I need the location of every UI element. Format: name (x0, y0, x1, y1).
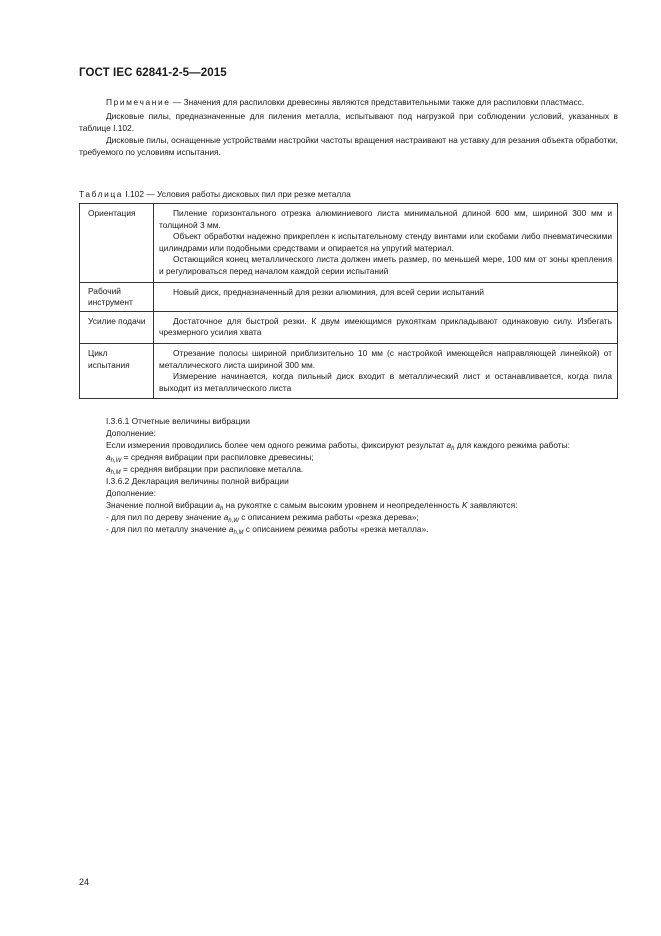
vibration-section (79, 415, 618, 535)
conditions-table (79, 203, 618, 399)
reporting-text-b: для каждого режима работы: (454, 440, 570, 450)
declaration-paragraph (79, 499, 618, 511)
row-label: Усилие подачи (80, 311, 154, 343)
addition-label-2: Дополнение: (106, 488, 156, 498)
intro-paragraph-1: Дисковые пилы, предназначенные для пиления металла, испытывают под нагрузкой при соблюдении условий, указанных в таблице I.102. (79, 111, 618, 133)
subscript-h: h (220, 506, 224, 512)
declaration-text-b: на рукоятке с самым высоким уровнем и неопределенность (223, 500, 462, 510)
row-paragraph: Отрезание полосы шириной приблизительно 10 мм (с настройкой имеющейся направляющей линейкой) от металлического листа шириной 300 мм. (159, 347, 612, 370)
reporting-text-a: Если измерения проводились более чем одного режима работы, фиксируют результат (106, 440, 447, 450)
row-paragraph: Пиление горизонтального отрезка алюминиевого листа минимальной длиной 600 мм, шириной 300 мм и толщиной 3 мм. (159, 208, 612, 230)
list-item (79, 511, 618, 523)
definition-metal-text: = средняя вибрации при распиловке металла. (120, 464, 304, 474)
row-paragraph: Объект обработки надежно прикреплен к испытательному стенду винтами или скобами либо пневматическими цилиндрами или подобными средствами и опирается на упругий материал. (159, 231, 612, 253)
row-content (154, 343, 618, 398)
intro-block (79, 96, 618, 158)
section-title-2: I.3.6.2 Декларация величины полной вибрации (106, 476, 289, 486)
row-paragraph: Достаточное для быстрой резки. К двум имеющимся рукояткам прикладывают одинаковую силу. Избегать чрезмерного усилия хвата (159, 315, 612, 338)
subscript-h: h (451, 446, 455, 452)
definition-metal (79, 463, 618, 475)
note-text: — Значения для распиловки древесины являются представительными также для распиловки пластмасс. (170, 97, 585, 107)
symbol-a: a (215, 500, 221, 510)
note-paragraph (79, 96, 618, 108)
symbol-k: K (461, 500, 468, 510)
definition-wood (79, 451, 618, 463)
row-paragraph: Новый диск, предназначенный для резки алюминия, для всей серии испытаний (173, 286, 484, 297)
item-metal-text-a: - для пил по металлу значение (106, 524, 229, 534)
table-row (80, 343, 618, 398)
row-label: Рабочий инструмент (80, 282, 154, 311)
table-caption (79, 189, 351, 199)
row-label: Ориентация (80, 204, 154, 283)
subscript-hm: h,M (110, 470, 121, 476)
symbol-a: a (223, 512, 229, 522)
subscript-hw: h,W (228, 518, 239, 524)
item-metal-text-b: с описанием режима работы «резка металла». (243, 524, 429, 534)
row-paragraph: Остающийся конец металлического листа должен иметь размер, по меньшей мере, 100 мм от зоны крепления и регулироваться перед началом каждой серии испытаний (159, 254, 612, 276)
page-number: 24 (79, 877, 90, 887)
table-row (80, 204, 618, 283)
table-row (80, 311, 618, 343)
row-content (154, 282, 618, 311)
symbol-a: a (228, 524, 234, 534)
symbol-a: a (106, 464, 111, 474)
row-paragraph: Измерение начинается, когда пильный диск входит в металлический лист и останавливается, когда пила выходит из металлического листа (159, 371, 612, 393)
declaration-text-a: Значение полной вибрации (106, 500, 216, 510)
subscript-hm: h,M (233, 530, 244, 536)
table-caption-label: Таблица (79, 189, 124, 199)
symbol-a: a (446, 440, 452, 450)
reporting-paragraph (79, 439, 618, 451)
item-wood-text-b: с описанием режима работы «резка дерева»; (238, 512, 419, 522)
definition-wood-text: = средняя вибрации при распиловке древесины; (121, 452, 314, 462)
addition-label-1: Дополнение: (106, 428, 156, 438)
section-title-1: I.3.6.1 Отчетные величины вибрации (106, 416, 250, 426)
table-caption-text: I.102 — Условия работы дисковых пил при резке металла (123, 189, 351, 199)
subscript-hw: h,W (110, 458, 122, 464)
document-header: ГОСТ IEC 62841-2-5—2015 (79, 67, 227, 79)
symbol-a: a (106, 452, 111, 462)
item-wood-text-a: - для пил по дереву значение (106, 512, 224, 522)
table-row (80, 282, 618, 311)
list-item (79, 523, 618, 535)
row-label: Цикл испытания (80, 343, 154, 398)
row-content (154, 204, 618, 283)
declaration-text-c: заявляются: (467, 500, 518, 510)
note-label: Примечание (106, 97, 171, 107)
row-content (154, 311, 618, 343)
intro-paragraph-2: Дисковые пилы, оснащенные устройствами настройки частоты вращения настраивают на уставку для резания объекта обработки, требуемого по условиям испытания. (79, 135, 618, 157)
